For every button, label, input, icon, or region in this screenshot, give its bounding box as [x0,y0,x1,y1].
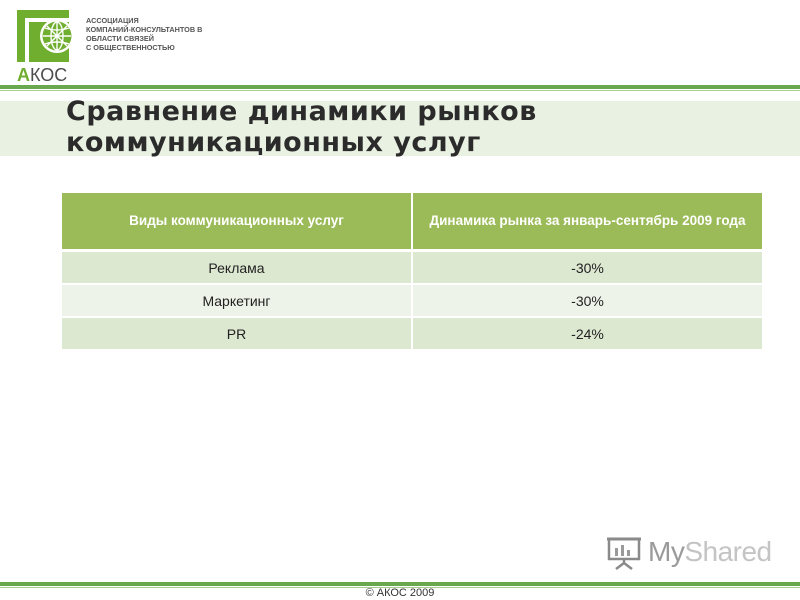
cell-dynamics: -30% [412,251,762,285]
cell-dynamics: -30% [412,284,762,317]
slide-title-line: коммуникационных услуг [66,127,481,158]
logo-org-line: КОМПАНИЙ-КОНСУЛЬТАНТОВ В [86,25,203,34]
header-service-type: Виды коммуникационных услуг [62,193,412,251]
akos-logo [17,10,207,85]
myshared-watermark [606,533,772,573]
logo-organization-name [86,16,211,52]
logo-org-line: ОБЛАСТИ СВЯЗЕЙ [86,34,155,43]
table-header-row [62,193,762,251]
slide-title-line: Сравнение динамики рынков [66,96,537,127]
market-dynamics-table [62,193,762,351]
presentation-board-icon [606,536,642,570]
footer-copyright: © АКОС 2009 [365,587,435,599]
top-divider [0,85,800,89]
cell-service: PR [62,317,412,350]
logo-org-line: АССОЦИАЦИЯ [86,16,139,25]
globe-logo-icon [17,10,82,70]
header-market-dynamics: Динамика рынка за январь-сентябрь 2009 года [412,193,762,251]
slide-title [66,96,537,158]
cell-service: Реклама [62,251,412,285]
watermark-text-my: My [648,536,685,567]
logo-abbreviation [17,66,67,84]
table-row [62,317,762,350]
cell-service: Маркетинг [62,284,412,317]
top-divider-thin [0,90,800,91]
table-row [62,251,762,285]
logo-abbr-rest: КОС [30,65,68,85]
logo-abbr-first-letter: А [17,65,30,85]
table-row [62,284,762,317]
cell-dynamics: -24% [412,317,762,350]
watermark-text-shared: Shared [684,536,772,567]
watermark-text [648,535,772,569]
logo-org-line: С ОБЩЕСТВЕННОСТЬЮ [86,43,175,52]
